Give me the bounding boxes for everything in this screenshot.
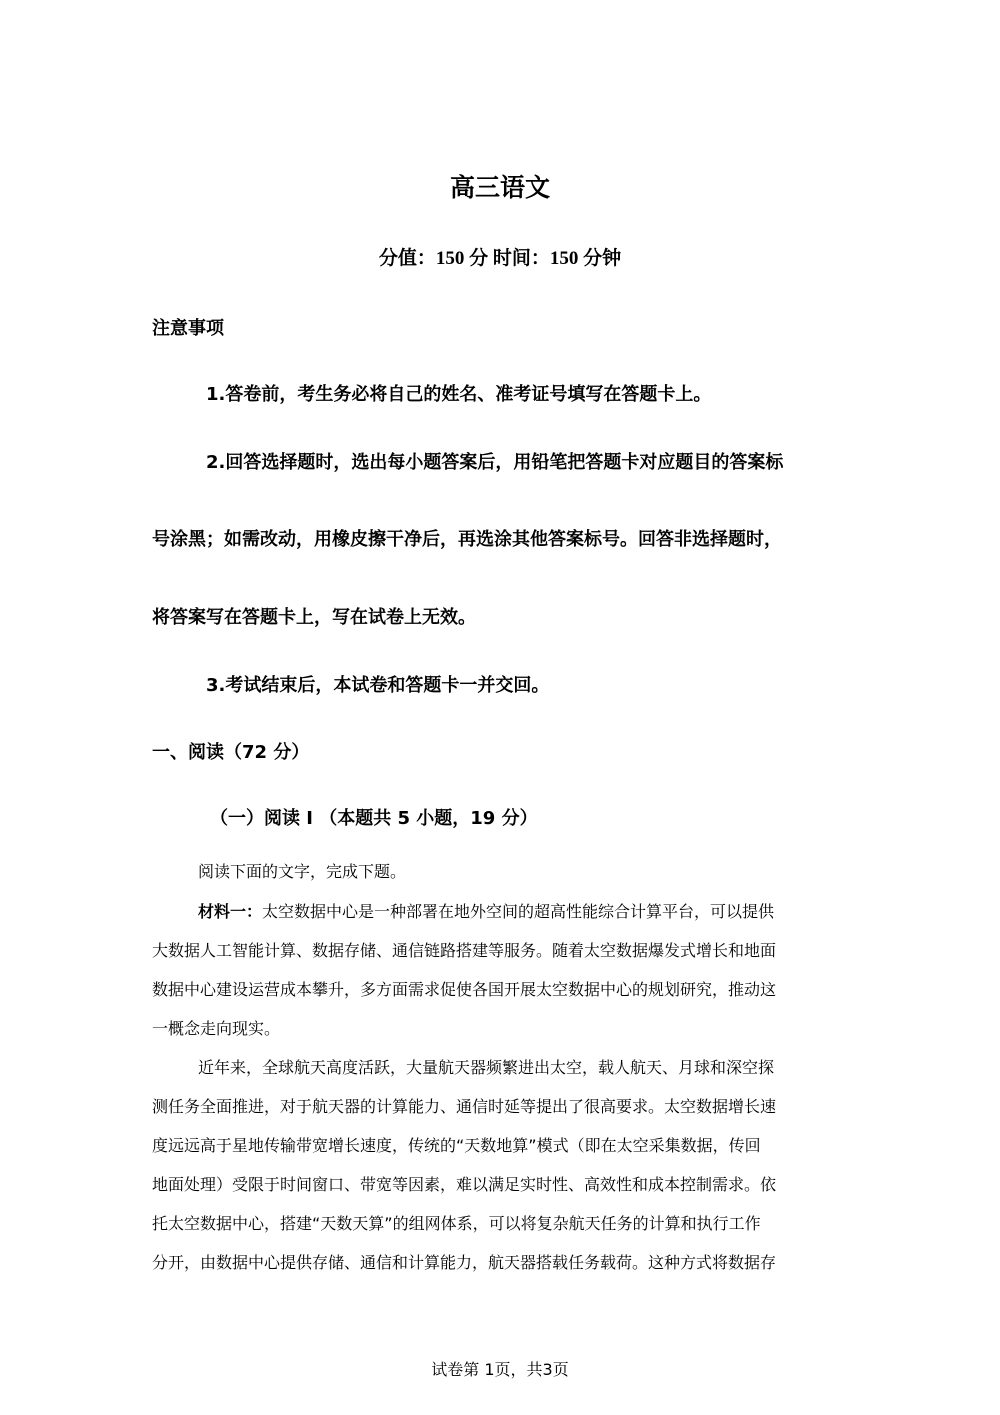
paragraph-line: 地面处理）受限于时间窗口、带宽等因素，难以满足实时性、高效性和成本控制需求。依 [152,1175,777,1194]
score-time-info: 分值：150 分 时间：150 分钟 [378,248,622,269]
paragraph-line: 托太空数据中心，搭建“天数天算”的组网体系，可以将复杂航天任务的计算和执行工作 [152,1214,761,1233]
notice-item-1: 1.答卷前，考生务必将自己的姓名、准考证号填写在答题卡上。 [206,384,712,405]
notice-heading: 注意事项 [152,318,224,339]
notice-item-2-line-1: 2.回答选择题时，选出每小题答案后，用铅笔把答题卡对应题目的答案标 [206,452,784,473]
material-label: 材料一： [198,902,263,921]
notice-item-2-line-2: 号涂黑；如需改动，用橡皮擦干净后，再选涂其他答案标号。回答非选择题时， [152,529,782,550]
material-paragraph-line: 材料一：太空数据中心是一种部署在地外空间的超高性能综合计算平台，可以提供 [198,902,775,921]
paragraph-line: 近年来，全球航天高度活跃，大量航天器频繁进出太空，载人航天、月球和深空探 [198,1058,775,1077]
paragraph-line: 分开，由数据中心提供存储、通信和计算能力，航天器搭载任务载荷。这种方式将数据存 [152,1253,777,1272]
page-footer: 试卷第 1页，共3页 [431,1360,569,1379]
material-paragraph-line: 大数据人工智能计算、数据存储、通信链路搭建等服务。随着太空数据爆发式增长和地面 [152,941,777,960]
material-paragraph-line: 数据中心建设运营成本攀升，多方面需求促使各国开展太空数据中心的规划研究，推动这 [152,980,777,999]
page-title: 高三语文 [449,173,550,202]
paragraph-line: 度远远高于星地传输带宽增长速度，传统的“天数地算”模式（即在太空采集数据，传回 [152,1136,761,1155]
reading-instruction: 阅读下面的文字，完成下题。 [198,862,407,881]
material-paragraph-line: 一概念走向现实。 [152,1019,281,1038]
notice-item-3: 3.考试结束后，本试卷和答题卡一并交回。 [206,675,550,696]
paragraph-line: 测任务全面推进，对于航天器的计算能力、通信时延等提出了很高要求。太空数据增长速 [152,1097,777,1116]
notice-item-2-line-3: 将答案写在答题卡上，写在试卷上无效。 [152,607,476,628]
section-heading: 一、阅读（72 分） [152,742,310,763]
subsection-heading: （一）阅读 I （本题共 5 小题，19 分） [210,808,538,829]
